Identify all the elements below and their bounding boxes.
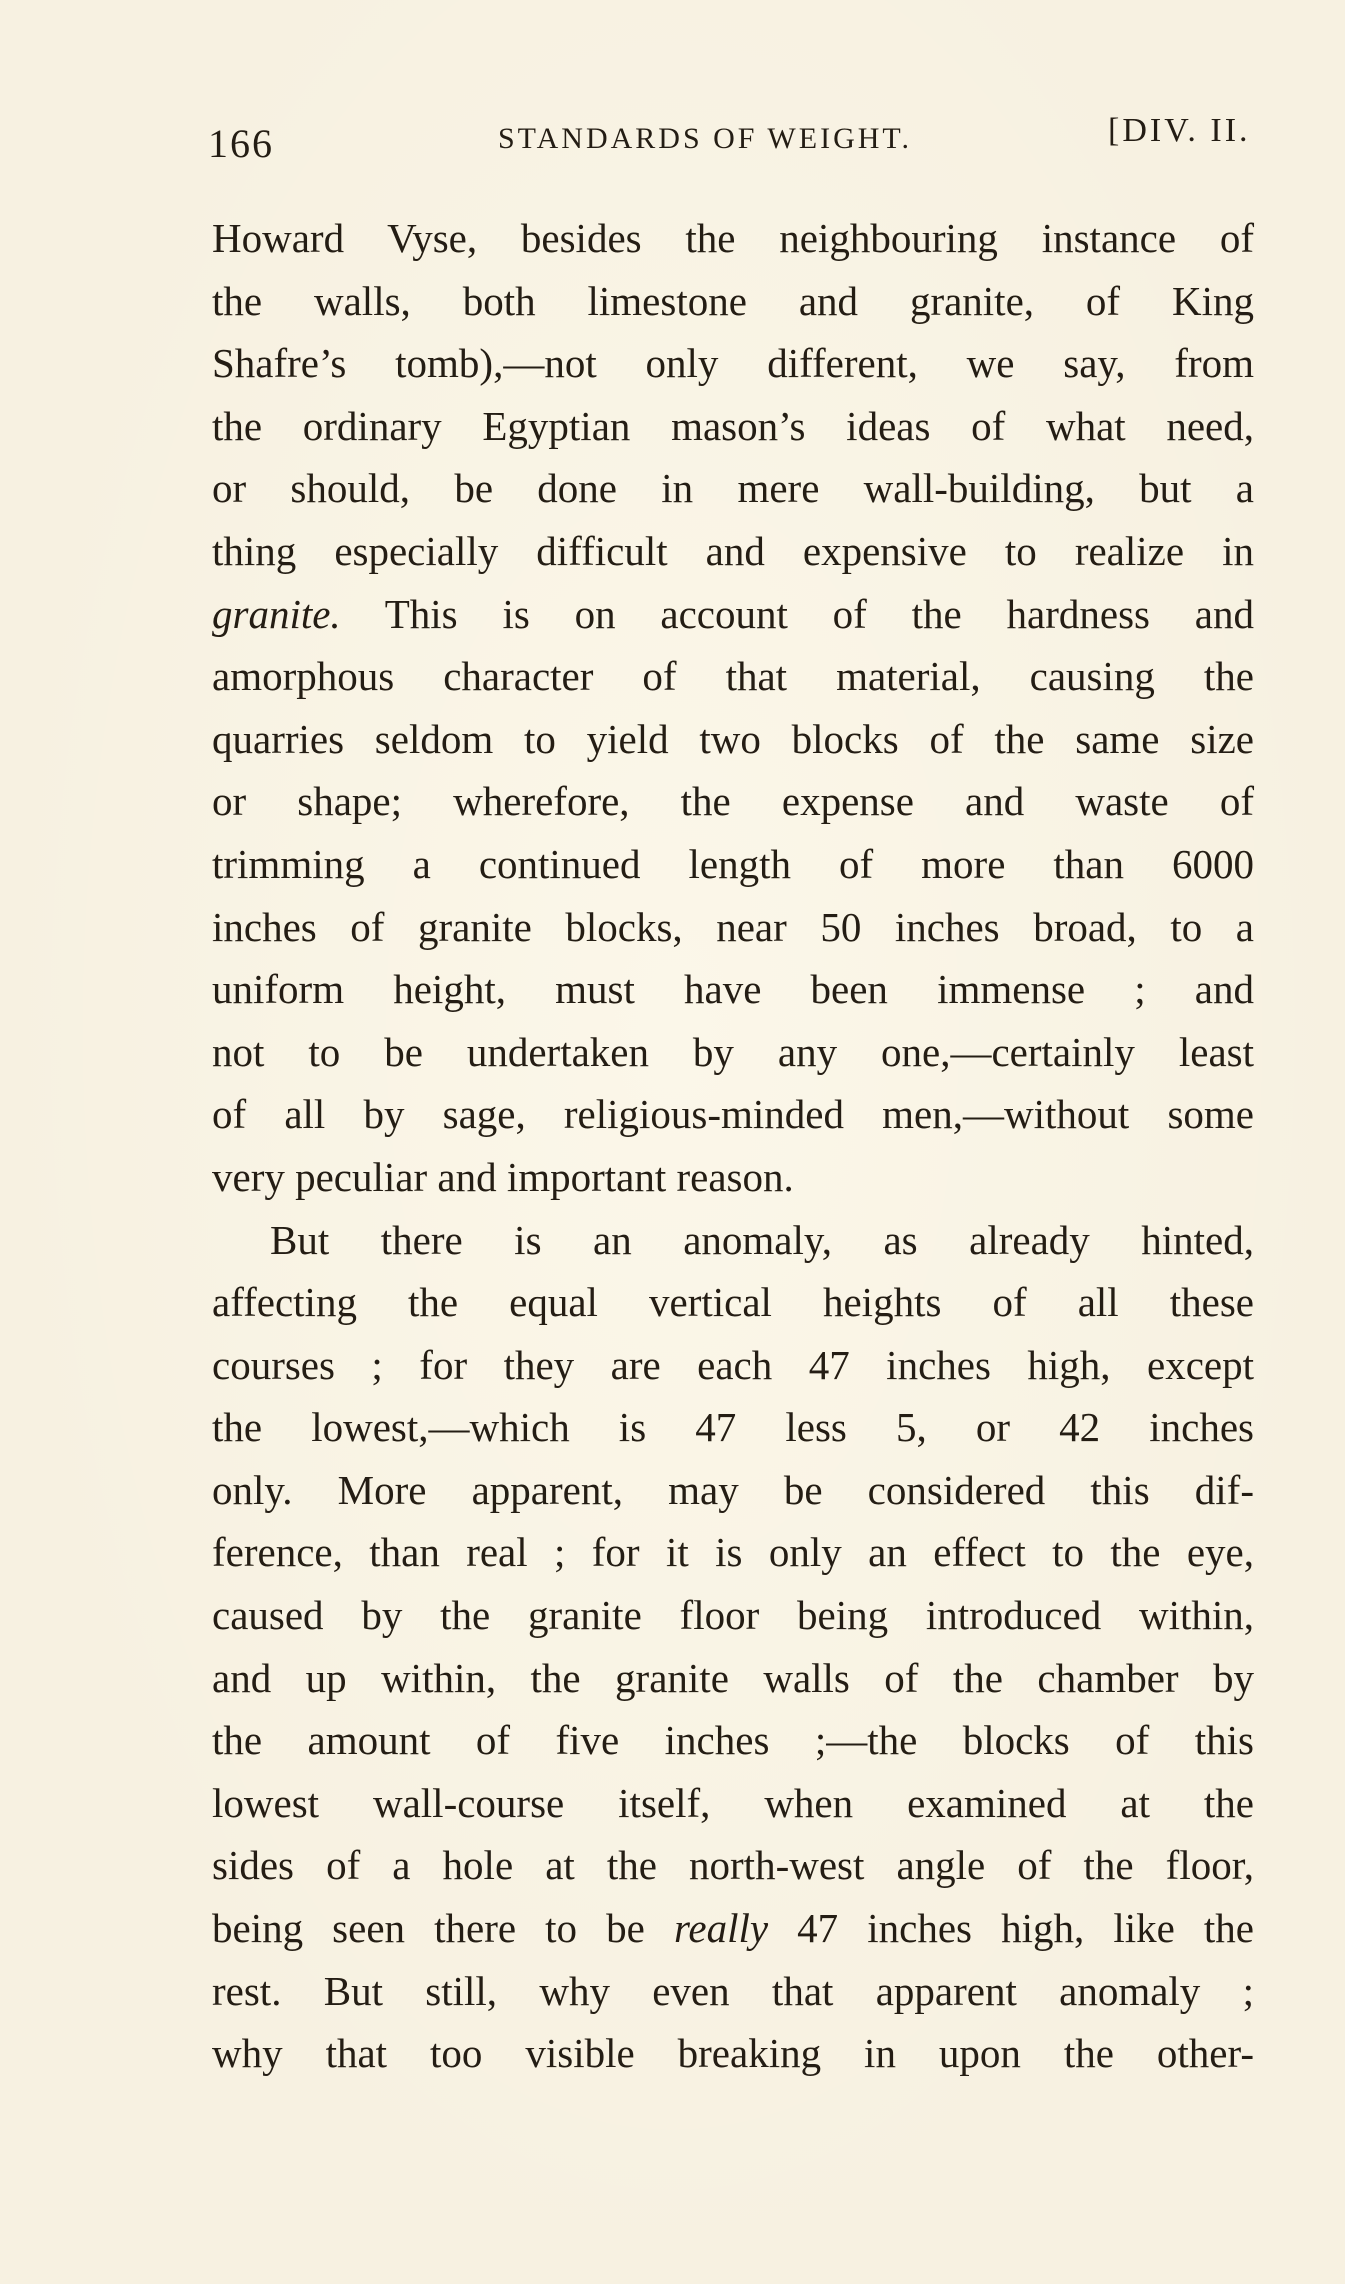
text-line: Howard Vyse, besides the neighbouring instance of [212, 215, 1254, 261]
text-line: the ordinary Egyptian mason’s ideas of what need, [212, 402, 1254, 449]
text-line: sides of a hole at the north-west angle of the floor, [212, 1842, 1254, 1889]
text-line: lowest wall-course itself, when examined at the [212, 1779, 1254, 1826]
text-line: why that too visible breaking in upon the other- [212, 2030, 1254, 2077]
body-text [212, 207, 1254, 2085]
text-line: rest. But still, why even that apparent anomaly ; [212, 1967, 1254, 2014]
text-line: granite. This is on account of the hardness and [212, 590, 1254, 637]
text-line: the walls, both limestone and granite, of King [212, 277, 1254, 324]
text-line: quarries seldom to yield two blocks of the same size [212, 715, 1254, 762]
running-title: STANDARDS OF WEIGHT. [498, 122, 912, 155]
text-line: or shape; wherefore, the expense and waste of [212, 778, 1254, 825]
text-line: or should, be done in mere wall-building, but a [212, 465, 1254, 512]
text-line: amorphous character of that material, causing the [212, 653, 1254, 700]
text-line: not to be undertaken by any one,—certainly least [212, 1028, 1254, 1075]
text-line: of all by sage, religious-minded men,—without some [212, 1091, 1254, 1138]
division-label: [DIV. II. [1108, 112, 1251, 149]
text-line: caused by the granite floor being introduced within, [212, 1592, 1254, 1639]
text-line: thing especially difficult and expensive to realize in [212, 527, 1254, 574]
text-line: being seen there to be really 47 inches high, like the [212, 1905, 1255, 1952]
text-line: But there is an anomaly, as already hinted, [270, 1216, 1254, 1263]
text-line: and up within, the granite walls of the chamber by [212, 1654, 1254, 1701]
text-line: only. More apparent, may be considered this dif- [212, 1466, 1254, 1513]
text-line: courses ; for they are each 47 inches high, except [212, 1341, 1254, 1388]
text-line: ference, than real ; for it is only an effect to the eye, [212, 1529, 1254, 1576]
text-line: Shafre’s tomb),—not only different, we say, from [212, 340, 1254, 387]
text-line: affecting the equal vertical heights of all these [212, 1279, 1254, 1326]
page-number: 166 [208, 121, 274, 166]
italic-word: granite. [212, 590, 341, 637]
text-line: the lowest,—which is 47 less 5, or 42 inches [212, 1404, 1254, 1451]
running-head [208, 108, 1258, 168]
text-line: very peculiar and important reason. [212, 1153, 794, 1200]
italic-word: really [673, 1905, 769, 1952]
text-line: uniform height, must have been immense ; and [212, 966, 1254, 1013]
text-line: the amount of five inches ;—the blocks of this [212, 1717, 1254, 1764]
text-line: trimming a continued length of more than 6000 [212, 840, 1254, 887]
text-line: inches of granite blocks, near 50 inches broad, to a [212, 903, 1254, 950]
